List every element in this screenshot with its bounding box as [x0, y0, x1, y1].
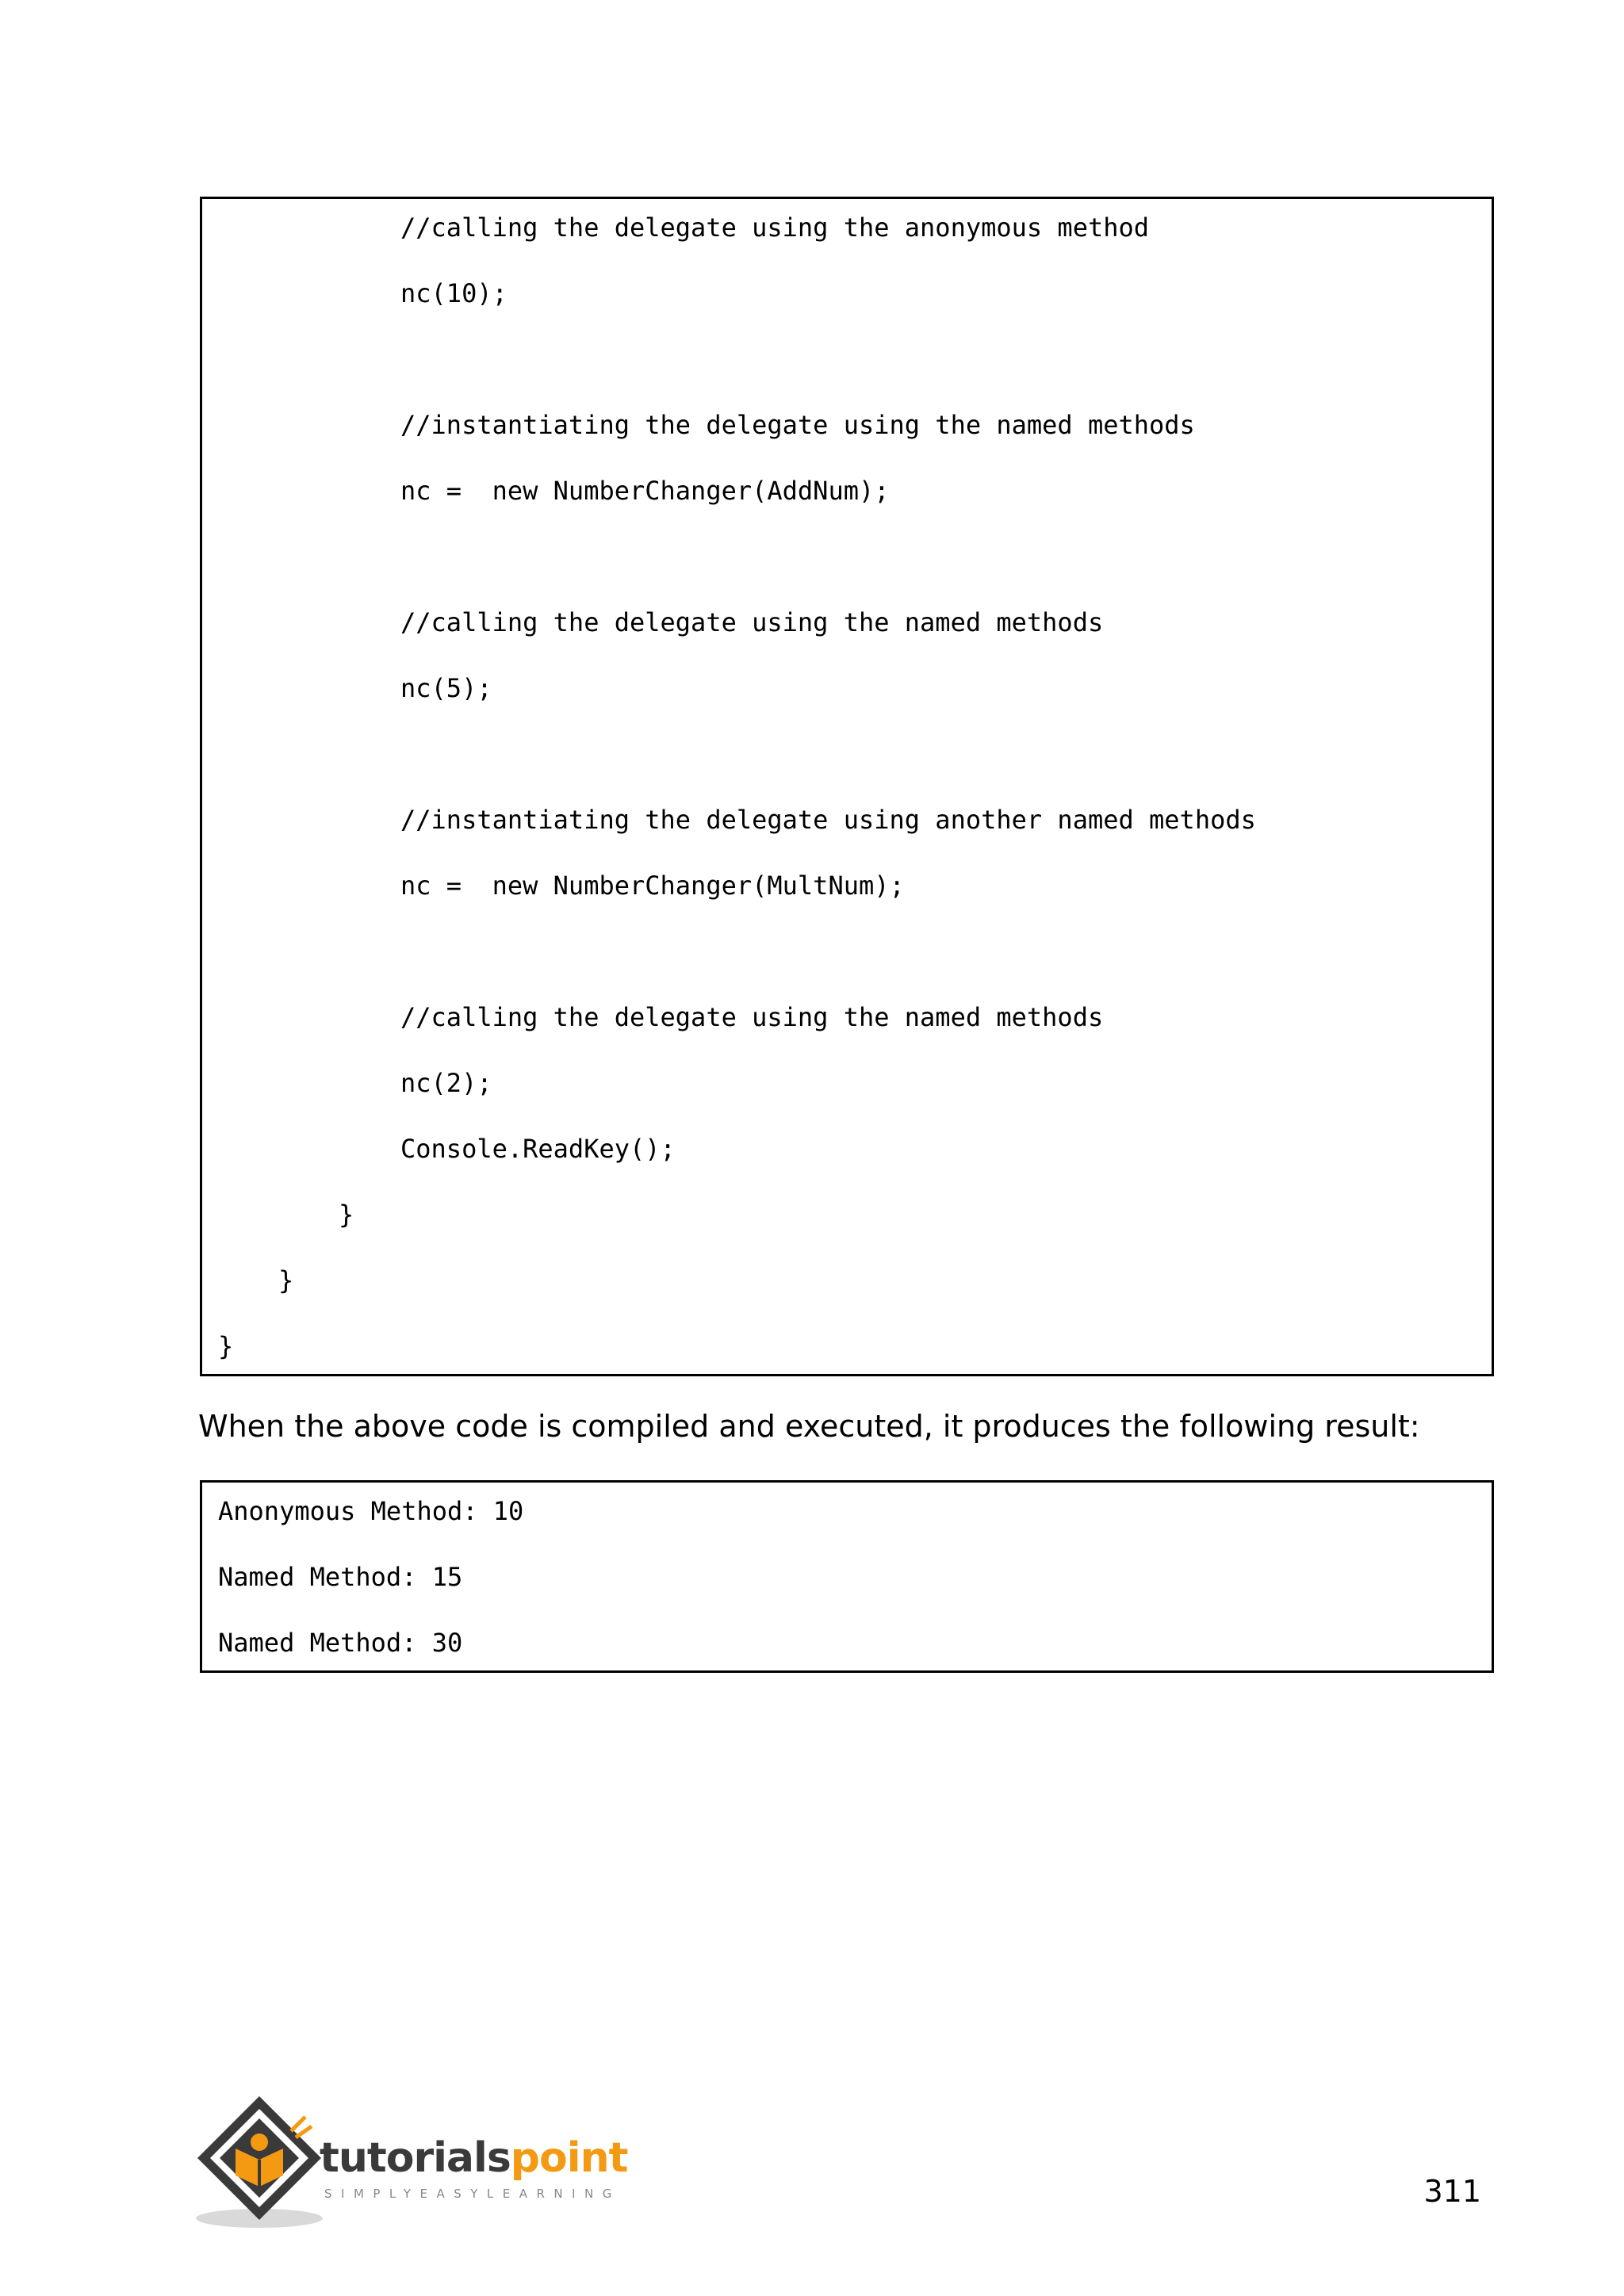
code-line: nc = new NumberChanger(MultNum); — [400, 871, 905, 901]
result-intro-text: When the above code is compiled and executed, it produces the following result: — [198, 1409, 1420, 1444]
output-line: Anonymous Method: 10 — [218, 1496, 524, 1526]
code-line: } — [218, 1331, 234, 1361]
code-line: nc(10); — [400, 278, 508, 308]
logo-word-tutorials: tutorials — [320, 2134, 511, 2182]
output-line: Named Method: 15 — [218, 1562, 463, 1592]
page-number: 311 — [1423, 2174, 1481, 2209]
logo-tagline: SIMPLYEASYLEARNING — [324, 2187, 621, 2201]
tutorialspoint-logo — [194, 2093, 646, 2236]
logo-emblem-icon — [194, 2093, 329, 2236]
code-line: } — [339, 1200, 354, 1230]
output-listing — [200, 1480, 1494, 1673]
code-line: nc(2); — [400, 1068, 492, 1098]
code-line: //calling the delegate using the named methods — [400, 1002, 1104, 1032]
code-listing — [200, 197, 1494, 1376]
code-line: //calling the delegate using the named methods — [400, 607, 1104, 637]
code-line: Console.ReadKey(); — [400, 1134, 676, 1164]
logo-word-point: point — [510, 2134, 628, 2182]
code-line: } — [278, 1265, 294, 1295]
code-line: //instantiating the delegate using the named methods — [400, 410, 1195, 440]
code-line: //calling the delegate using the anonymous method — [400, 212, 1150, 243]
output-line: Named Method: 30 — [218, 1628, 463, 1658]
logo-wordmark — [320, 2134, 627, 2182]
code-line: //instantiating the delegate using another named methods — [400, 805, 1256, 835]
code-line: nc = new NumberChanger(AddNum); — [400, 476, 890, 506]
code-line: nc(5); — [400, 673, 492, 703]
